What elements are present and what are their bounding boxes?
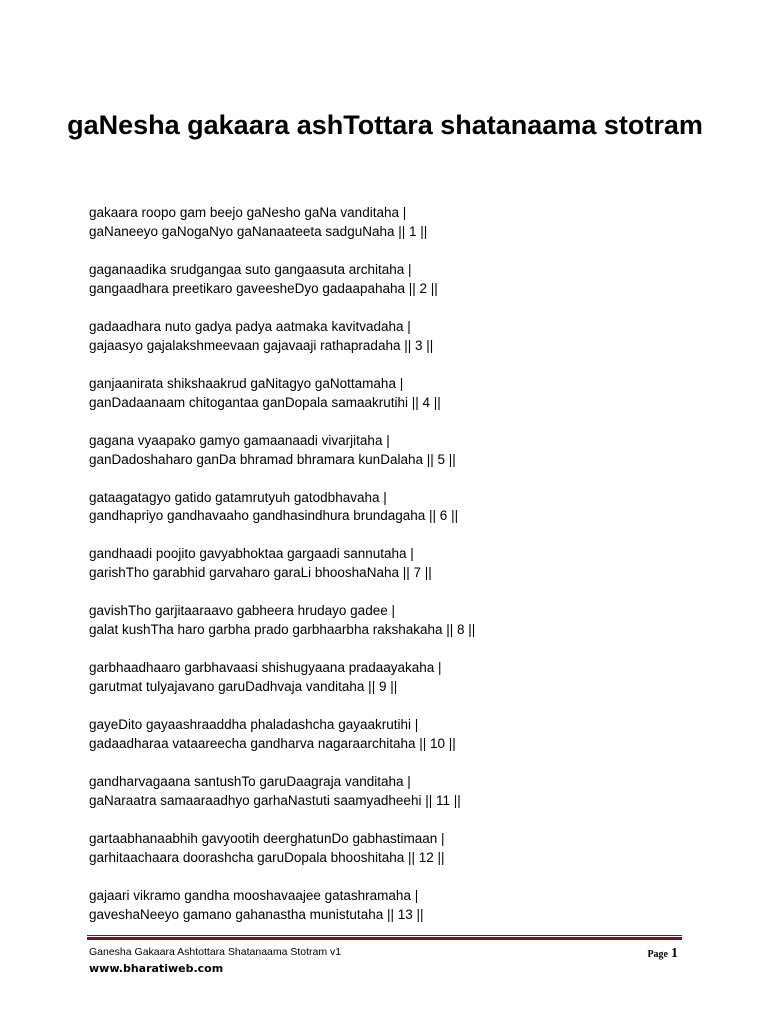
verse-12 xyxy=(89,830,729,868)
verse-line: gagana vyaapako gamyo gamaanaadi vivarjitaha | xyxy=(89,432,390,448)
verse-line: gayeDito gayaashraaddha phaladashcha gayaakrutihi | xyxy=(89,717,419,733)
verse-line: ganDadaanaam chitogantaa ganDopala samaakrutihi || 4 || xyxy=(89,394,441,410)
verse-8 xyxy=(89,602,729,640)
verse-line: garbhaadhaaro garbhavaasi shishugyaana pradaayakaha | xyxy=(89,660,442,676)
verse-line: garutmat tulyajavano garuDadhvaja vanditaha || 9 || xyxy=(89,679,398,695)
verse-10 xyxy=(89,716,729,754)
page-label: Page xyxy=(647,949,668,960)
page-number: 1 xyxy=(671,946,678,961)
verse-7 xyxy=(89,545,729,583)
verse-line: gartaabhanaabhih gavyootih deerghatunDo gabhastimaan | xyxy=(89,830,445,846)
page-indicator xyxy=(647,944,678,962)
footer-divider-thick xyxy=(87,937,682,940)
verse-2 xyxy=(89,261,729,299)
verse-line: gataagatagyo gatido gatamrutyuh gatodbhavaha | xyxy=(89,489,387,505)
verse-line: garishTho garabhid garvaharo garaLi bhooshaNaha || 7 || xyxy=(89,565,432,581)
page-title: gaNesha gakaara ashTottara shatanaama stotram xyxy=(67,110,703,141)
verse-line: gandhapriyo gandhavaaho gandhasindhura brundagaha || 6 || xyxy=(89,508,459,524)
verse-line: gandhaadi poojito gavyabhoktaa gargaadi sannutaha | xyxy=(89,546,414,562)
verse-line: ganjaanirata shikshaakrud gaNitagyo gaNottamaha | xyxy=(89,375,404,391)
verse-line: gandharvagaana santushTo garuDaagraja vanditaha | xyxy=(89,774,411,790)
verse-line: gangaadhara preetikaro gaveesheDyo gadaapahaha || 2 || xyxy=(89,280,438,296)
verse-9 xyxy=(89,659,729,697)
verse-1 xyxy=(89,204,729,242)
verse-line: gaNaraatra samaaraadhyo garhaNastuti saamyadheehi || 11 || xyxy=(89,792,461,808)
verse-line: gajaasyo gajalakshmeevaan gajavaaji rathapradaha || 3 || xyxy=(89,337,434,353)
verse-line: gaganaadika srudgangaa suto gangaasuta architaha | xyxy=(89,261,412,277)
verse-line: gadaadhara nuto gadya padya aatmaka kavitvadaha | xyxy=(89,318,411,334)
verse-list xyxy=(89,204,729,944)
verse-line: gajaari vikramo gandha mooshavaajee gatashramaha | xyxy=(89,887,419,903)
verse-11 xyxy=(89,773,729,811)
verse-line: gaveshaNeeyo gamano gahanastha munistutaha || 13 || xyxy=(89,906,424,922)
verse-13 xyxy=(89,887,729,925)
verse-line: gakaara roopo gam beejo gaNesho gaNa vanditaha | xyxy=(89,205,407,220)
footer-website-link[interactable]: www.bharatiweb.com xyxy=(89,962,224,975)
verse-3 xyxy=(89,318,729,356)
verse-line: gaNaneeyo gaNogaNyo gaNanaateeta sadguNaha || 1 || xyxy=(89,223,428,239)
verse-line: galat kushTha haro garbha prado garbhaarbha rakshakaha || 8 || xyxy=(89,622,476,638)
verse-line: garhitaachaara doorashcha garuDopala bhooshitaha || 12 || xyxy=(89,849,445,865)
verse-line: gavishTho garjitaaraavo gabheera hrudayo gadee | xyxy=(89,603,395,619)
verse-6 xyxy=(89,489,729,527)
footer-doc-title: Ganesha Gakaara Ashtottara Shatanaama Stotram v1 xyxy=(89,946,342,958)
footer-divider xyxy=(87,935,682,936)
verse-line: gadaadharaa vataareecha gandharva nagaraarchitaha || 10 || xyxy=(89,736,456,752)
verse-line: ganDadoshaharo ganDa bhramad bhramara kunDalaha || 5 || xyxy=(89,451,456,467)
verse-5 xyxy=(89,432,729,470)
verse-4 xyxy=(89,375,729,413)
